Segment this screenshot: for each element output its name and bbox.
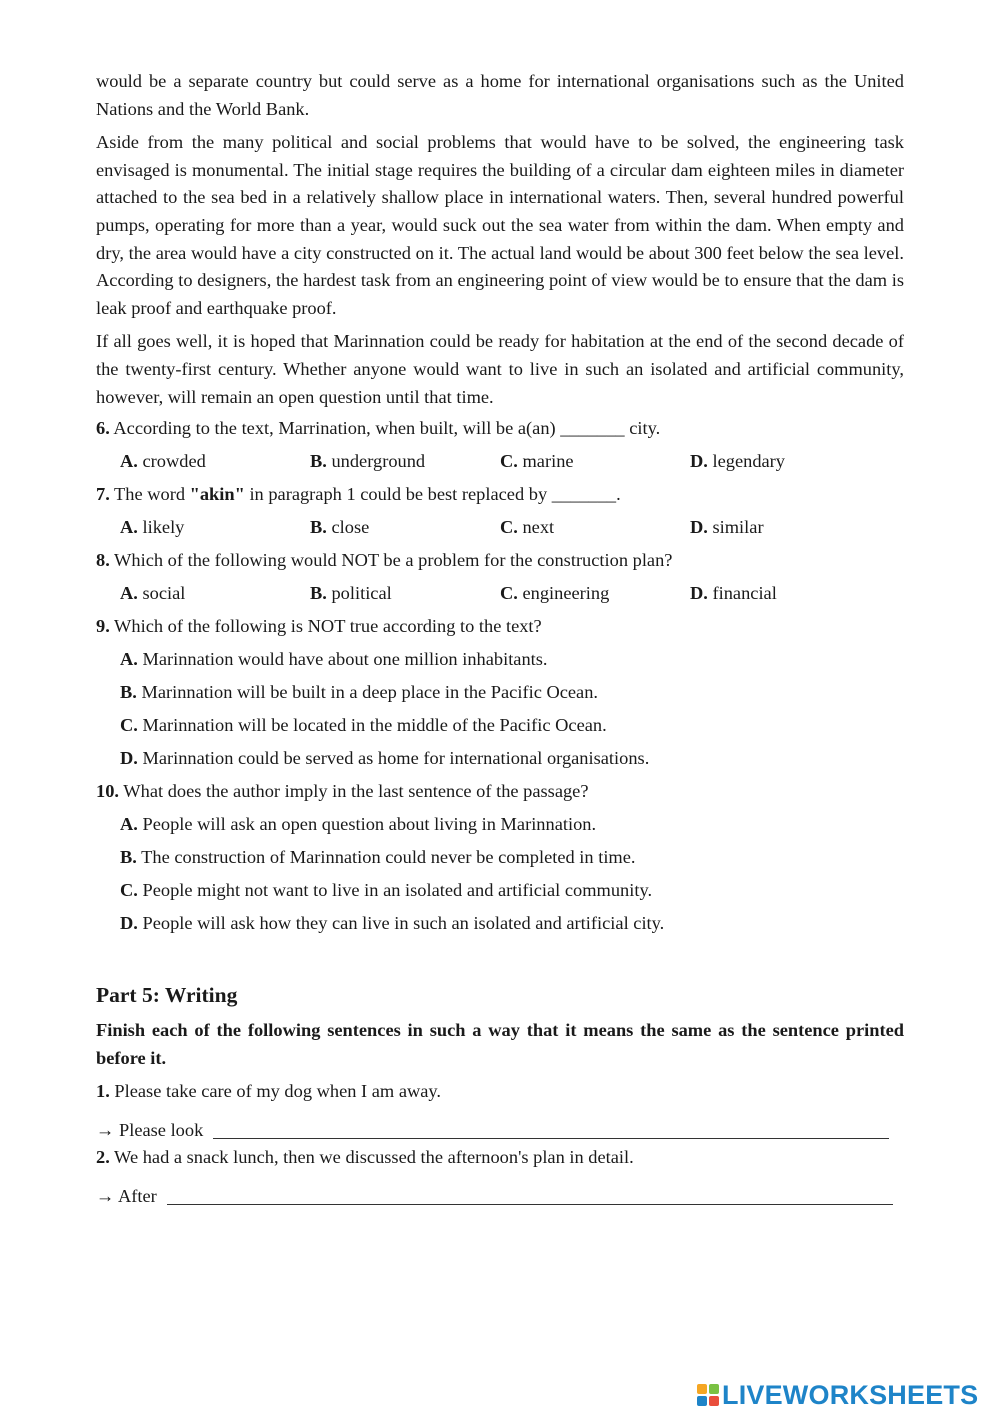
option-a[interactable]: [120, 448, 310, 481]
option-b[interactable]: [120, 844, 904, 877]
option-text: political: [326, 583, 392, 604]
option-text: legendary: [707, 451, 785, 472]
option-text: People will ask an open question about living in Marinnation.: [137, 814, 597, 835]
option-letter: B.: [310, 451, 327, 472]
passage-paragraph-2: Aside from the many political and social problems that would have to be solved, the engineering task envisaged is monumental. The initial stage requires the building of a circular dam eighteen miles in diameter attached to the sea bed in a relatively shallow place in international waters. Then, several hundred powerful pumps, operating for more than a year, would suck out the sea water from within the dam. When empty and dry, the area would have a city constructed on it. The actual land would be about 300 feet below the sea level. According to designers, the hardest task from an engineering point of view would be to ensure that the dam is leak proof and earthquake proof.: [96, 132, 904, 318]
option-c[interactable]: [500, 580, 690, 613]
option-d[interactable]: [690, 580, 880, 613]
passage-paragraph-1: would be a separate country but could serve as a home for international organisations such as the United Nations and the World Bank.: [96, 71, 904, 119]
question-number: 6.: [96, 418, 110, 439]
option-c[interactable]: [120, 712, 904, 745]
writing-item-2: [96, 1144, 904, 1177]
option-text: Marinnation could be served as home for international organisations.: [137, 748, 650, 769]
item-number: 2.: [96, 1147, 110, 1168]
option-text: financial: [707, 583, 777, 604]
question-text: According to the text, Marrination, when built, will be a(an) _______ city.: [109, 418, 661, 439]
option-letter: A.: [120, 649, 138, 670]
question-number: 8.: [96, 550, 110, 571]
option-text: next: [517, 517, 555, 538]
question-6: [96, 415, 904, 448]
option-text: The construction of Marinnation could never be completed in time.: [136, 847, 636, 868]
passage-paragraph-3: If all goes well, it is hoped that Marinnation could be ready for habitation at the end of the second decade of the twenty-first century. Whether anyone would want to live in such an isolated and artificial community, however, will remain an open question until that time.: [96, 331, 904, 407]
item-text: Please take care of my dog when I am away.: [109, 1081, 442, 1102]
option-text: underground: [326, 451, 426, 472]
question-number: 9.: [96, 616, 110, 637]
option-letter: C.: [500, 451, 518, 472]
option-letter: B.: [120, 847, 137, 868]
option-letter: D.: [690, 517, 708, 538]
option-text: People will ask how they can live in such an isolated and artificial city.: [137, 913, 665, 934]
option-text: likely: [137, 517, 185, 538]
option-letter: B.: [310, 517, 327, 538]
question-keyword: "akin": [189, 484, 245, 505]
option-letter: D.: [120, 913, 138, 934]
question-8: [96, 547, 904, 580]
section-title: Part 5: Writing: [96, 983, 238, 1008]
option-b[interactable]: [120, 679, 904, 712]
writing-item-1: [96, 1078, 904, 1111]
question-9: [96, 613, 904, 646]
option-c[interactable]: [500, 514, 690, 547]
item-number: 1.: [96, 1081, 110, 1102]
question-text: Which of the following would NOT be a problem for the construction plan?: [109, 550, 673, 571]
answer-line-1: [96, 1111, 904, 1144]
option-d[interactable]: [690, 448, 880, 481]
answer-line-2: [96, 1177, 904, 1210]
question-text: What does the author imply in the last sentence of the passage?: [119, 781, 589, 802]
option-letter: D.: [120, 748, 138, 769]
logo-text: LIVEWORKSHEETS: [722, 1379, 979, 1410]
logo-square-4: [709, 1396, 719, 1406]
question-7-options: [120, 514, 904, 547]
question-number: 10.: [96, 781, 119, 802]
option-a[interactable]: [120, 580, 310, 613]
option-text: People might not want to live in an isolated and artificial community.: [137, 880, 653, 901]
option-letter: D.: [690, 451, 708, 472]
answer-prompt: → Please look: [96, 1120, 204, 1141]
option-text: Marinnation would have about one million inhabitants.: [137, 649, 548, 670]
liveworksheets-logo[interactable]: [697, 1380, 978, 1410]
option-text: crowded: [137, 451, 206, 472]
option-text: social: [137, 583, 186, 604]
option-text: engineering: [517, 583, 610, 604]
item-text: We had a snack lunch, then we discussed the afternoon's plan in detail.: [109, 1147, 634, 1168]
option-d[interactable]: [690, 514, 880, 547]
answer-prompt: → After: [96, 1186, 157, 1207]
option-letter: B.: [120, 682, 137, 703]
option-text: marine: [517, 451, 574, 472]
option-letter: A.: [120, 451, 138, 472]
option-d[interactable]: [120, 745, 904, 778]
question-6-options: [120, 448, 904, 481]
logo-square-3: [697, 1396, 707, 1406]
question-text: in paragraph 1 could be best replaced by _______.: [244, 484, 621, 505]
question-8-options: [120, 580, 904, 613]
option-letter: C.: [120, 880, 138, 901]
option-a[interactable]: [120, 646, 904, 679]
option-letter: A.: [120, 583, 138, 604]
option-text: Marinnation will be built in a deep place in the Pacific Ocean.: [136, 682, 599, 703]
option-letter: A.: [120, 517, 138, 538]
option-letter: C.: [500, 517, 518, 538]
section-instruction: Finish each of the following sentences in such a way that it means the same as the sentence printed before it.: [96, 1020, 904, 1068]
logo-square-1: [697, 1384, 707, 1394]
question-number: 7.: [96, 484, 110, 505]
option-text: close: [326, 517, 370, 538]
option-letter: A.: [120, 814, 138, 835]
option-c[interactable]: [120, 877, 904, 910]
answer-input[interactable]: [213, 1117, 889, 1139]
option-c[interactable]: [500, 448, 690, 481]
option-letter: C.: [120, 715, 138, 736]
option-letter: C.: [500, 583, 518, 604]
logo-square-2: [709, 1384, 719, 1394]
logo-icon: [697, 1384, 719, 1406]
option-b[interactable]: [310, 580, 500, 613]
question-text: Which of the following is NOT true according to the text?: [109, 616, 542, 637]
question-7: [96, 481, 904, 514]
option-d[interactable]: [120, 910, 904, 943]
question-10: [96, 778, 904, 811]
option-text: similar: [707, 517, 764, 538]
option-b[interactable]: [310, 514, 500, 547]
option-letter: D.: [690, 583, 708, 604]
answer-input[interactable]: [167, 1183, 893, 1205]
option-a[interactable]: [120, 811, 904, 844]
option-text: Marinnation will be located in the middle of the Pacific Ocean.: [137, 715, 607, 736]
question-text: The word: [109, 484, 190, 505]
option-b[interactable]: [310, 448, 500, 481]
option-a[interactable]: [120, 514, 310, 547]
option-letter: B.: [310, 583, 327, 604]
worksheet-page: [96, 68, 904, 1210]
